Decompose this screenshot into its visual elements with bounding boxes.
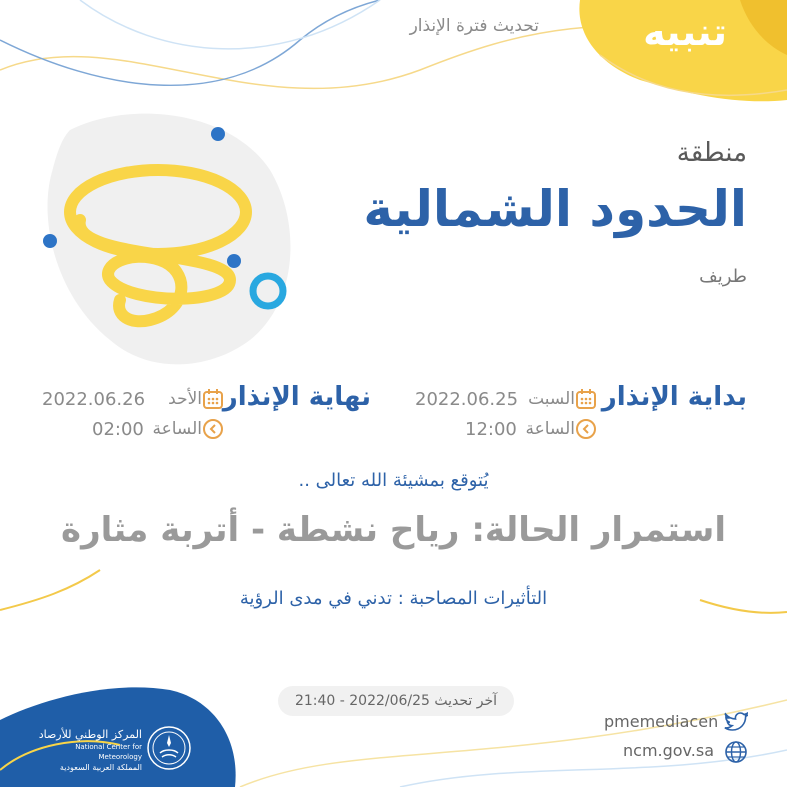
calendar-icon xyxy=(575,388,597,410)
alert-title: تنبيه xyxy=(643,10,727,54)
start-day: السبت xyxy=(528,389,575,409)
alert-subtitle: تحديث فترة الإنذار xyxy=(409,16,539,36)
twitter-icon[interactable] xyxy=(724,711,748,733)
end-time-label: الساعة xyxy=(152,419,202,439)
end-title: نهاية الإنذار xyxy=(222,382,371,412)
end-day: الأحد xyxy=(168,389,202,409)
last-update-badge: آخر تحديث 2022/06/25 - 21:40 xyxy=(278,686,514,716)
end-date: 2022.06.26 xyxy=(42,388,146,410)
status-text: استمرار الحالة: رياح نشطة - أتربة مثارة xyxy=(61,510,726,550)
road-name: طريف xyxy=(699,266,747,287)
ncm-logo-text xyxy=(32,728,142,773)
effects-text: التأثيرات المصاحبة : تدني في مدى الرؤية xyxy=(239,588,548,609)
start-title: بداية الإنذار xyxy=(601,382,747,412)
start-date: 2022.06.25 xyxy=(415,388,519,410)
start-time-label: الساعة xyxy=(525,419,575,439)
website-link[interactable]: ncm.gov.sa xyxy=(623,741,715,760)
org-name-ar: المركز الوطني للأرصاد xyxy=(38,728,142,741)
end-day-row xyxy=(32,388,224,410)
org-name-en: National Center for Meteorology xyxy=(75,743,142,761)
clock-icon xyxy=(202,418,224,440)
region-name: الحدود الشمالية xyxy=(363,180,747,238)
calendar-icon xyxy=(202,388,224,410)
twitter-handle[interactable]: pmemediacen xyxy=(604,712,719,731)
expect-text: يُتوقع بمشيئة الله تعالى .. xyxy=(298,470,489,491)
ncm-emblem-icon xyxy=(146,725,192,771)
start-time: 12:00 xyxy=(465,418,517,440)
country-name-ar: المملكة العربية السعودية xyxy=(59,763,142,772)
end-time-row xyxy=(82,418,224,440)
clock-icon xyxy=(575,418,597,440)
tornado-icon xyxy=(40,120,300,350)
end-time: 02:00 xyxy=(92,418,144,440)
globe-icon[interactable] xyxy=(724,740,748,764)
start-day-row xyxy=(405,388,597,410)
start-time-row xyxy=(455,418,597,440)
region-label: منطقة xyxy=(676,138,747,168)
